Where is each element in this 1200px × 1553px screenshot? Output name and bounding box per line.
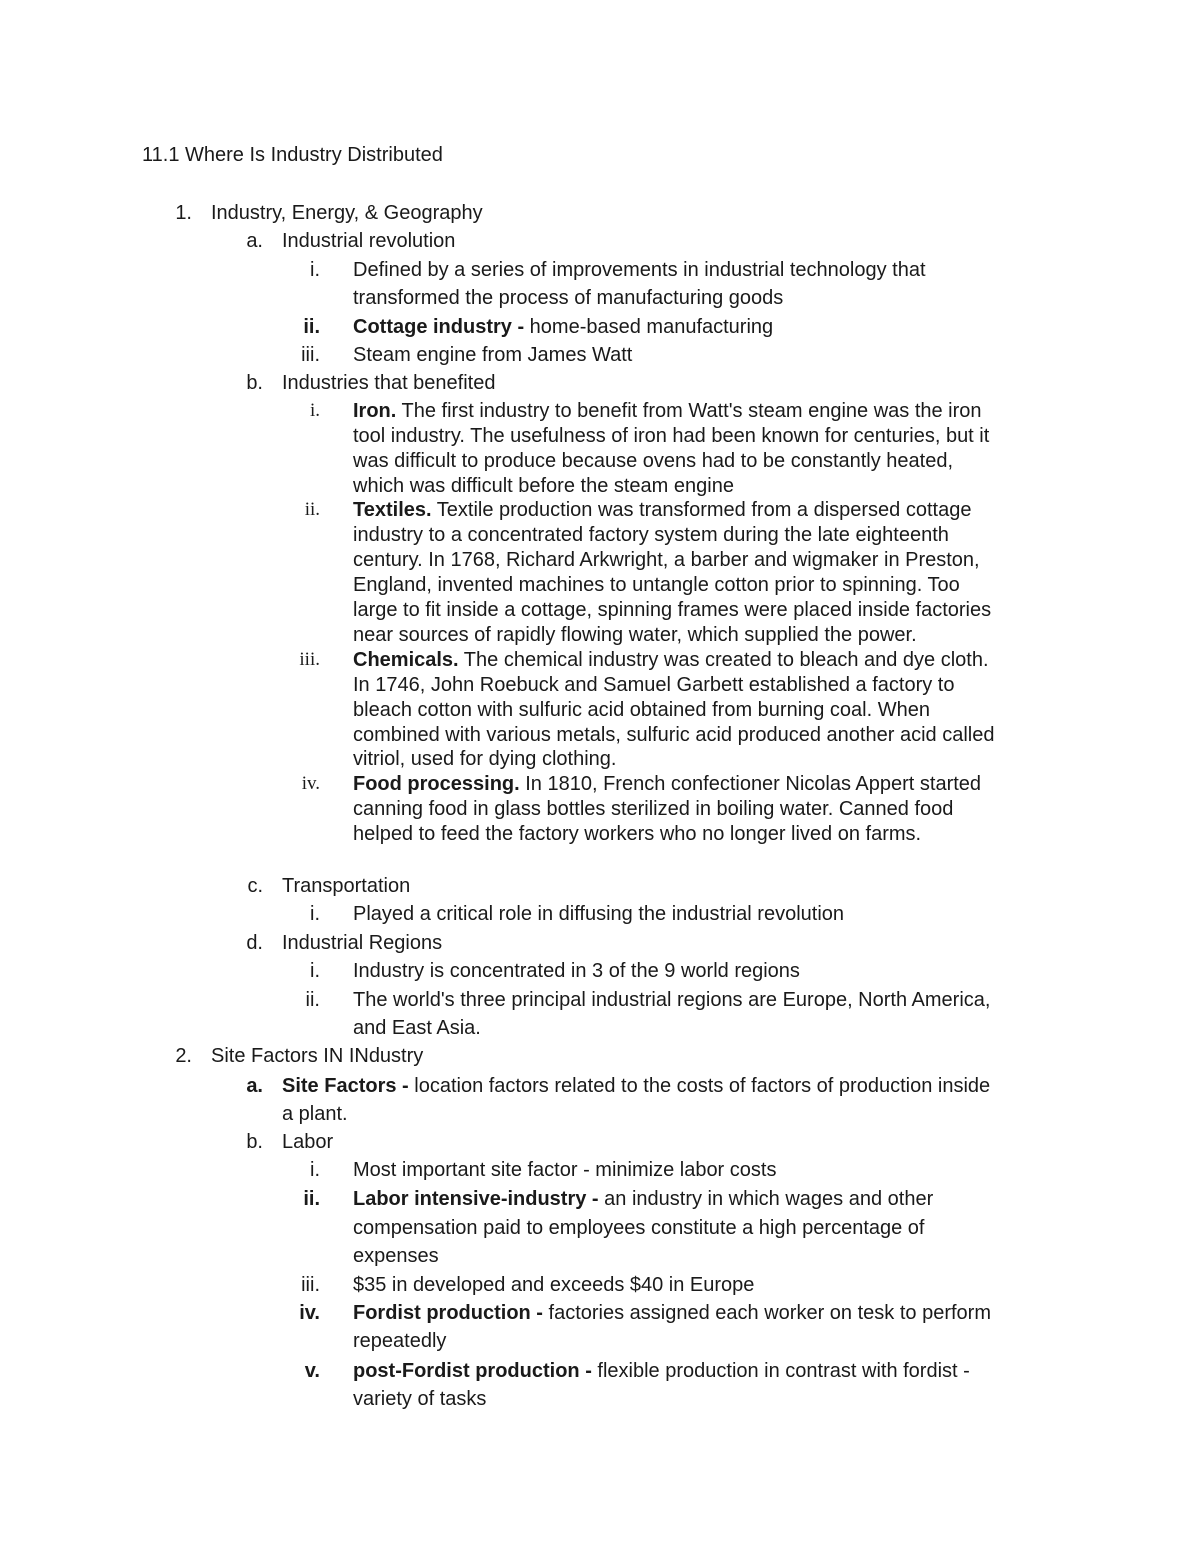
- item-1c-label: Transportation: [282, 875, 411, 897]
- definition-line: repeatedly: [353, 1330, 447, 1352]
- item-2a-line: [282, 1073, 990, 1099]
- subitem-1a-ii-marker: ii.: [303, 316, 320, 338]
- paragraph-line: vitriol, used for dying clothing.: [353, 748, 617, 770]
- definition-text: home-based manufacturing: [524, 316, 774, 338]
- subitem-1d-i-line: Industry is concentrated in 3 of the 9 world regions: [353, 960, 800, 982]
- subitem-1b-i-marker: i.: [309, 400, 320, 421]
- section-2-marker: 2.: [175, 1045, 192, 1067]
- item-1a-marker: a.: [246, 230, 263, 252]
- term-post-fordist-production: post-Fordist production -: [353, 1360, 592, 1382]
- subitem-2b-iv-marker: iv.: [299, 1302, 320, 1324]
- subitem-2b-ii-line: [353, 1186, 933, 1212]
- subitem-1b-iii-marker: iii.: [299, 649, 320, 670]
- term-fordist-production: Fordist production -: [353, 1302, 543, 1324]
- paragraph-text: The first industry to benefit from Watt's steam engine was the iron: [396, 400, 982, 422]
- subitem-2b-i-line: Most important site factor - minimize labor costs: [353, 1159, 777, 1181]
- definition-text: an industry in which wages and other: [598, 1188, 934, 1210]
- subitem-1b-iv-marker: iv.: [301, 773, 320, 794]
- paragraph-line: tool industry. The usefulness of iron had been known for centuries, but it: [353, 425, 990, 447]
- paragraph-line: near sources of rapidly flowing water, which supplied the power.: [353, 624, 917, 646]
- item-1c-marker: c.: [247, 875, 263, 897]
- item-1d-marker: d.: [246, 932, 263, 954]
- subitem-1b-ii-marker: ii.: [304, 499, 320, 520]
- item-2a-marker: a.: [246, 1075, 263, 1097]
- paragraph-line: bleach cotton with sulfuric acid obtained from burning coal. When: [353, 699, 930, 721]
- subitem-1d-ii-line: and East Asia.: [353, 1017, 481, 1039]
- section-2-heading: Site Factors IN INdustry: [211, 1045, 424, 1067]
- paragraph-line: large to fit inside a cottage, spinning frames were placed inside factories: [353, 599, 992, 621]
- subitem-1b-i-line: [353, 398, 982, 424]
- subitem-1a-i-marker: i.: [310, 259, 320, 281]
- paragraph-line: century. In 1768, Richard Arkwright, a barber and wigmaker in Preston,: [353, 549, 980, 571]
- paragraph-line: canning food in glass bottles sterilized in boiling water. Canned food: [353, 798, 954, 820]
- paragraph-line: England, invented machines to untangle cotton prior to spinning. Too: [353, 574, 960, 596]
- term-food-processing: Food processing.: [353, 773, 520, 795]
- subitem-2b-v-line: [353, 1358, 970, 1384]
- item-1b-marker: b.: [246, 372, 263, 394]
- document-title: 11.1 Where Is Industry Distributed: [142, 144, 443, 166]
- subitem-1b-iv-line: [353, 771, 981, 797]
- definition-text: flexible production in contrast with fordist -: [591, 1360, 970, 1382]
- subitem-2b-i-marker: i.: [310, 1159, 320, 1181]
- subitem-1a-iii-line: Steam engine from James Watt: [353, 344, 633, 366]
- paragraph-line: industry to a concentrated factory system during the late eighteenth: [353, 524, 949, 546]
- definition-text: location factors related to the costs of factors of production inside: [408, 1075, 991, 1097]
- subitem-1b-iii-line: [353, 647, 989, 673]
- item-1a-label: Industrial revolution: [282, 230, 456, 252]
- definition-line: compensation paid to employees constitute a high percentage of: [353, 1217, 925, 1239]
- subitem-2b-iii-line: $35 in developed and exceeds $40 in Europe: [353, 1274, 755, 1296]
- subitem-1b-ii-line: [353, 497, 971, 523]
- definition-text: factories assigned each worker on tesk to perform: [542, 1302, 991, 1324]
- paragraph-line: was difficult to produce because ovens had to be constantly heated,: [353, 450, 954, 472]
- term-cottage-industry: Cottage industry -: [353, 316, 525, 338]
- term-labor-intensive-industry: Labor intensive-industry -: [353, 1188, 599, 1210]
- paragraph-text: In 1810, French confectioner Nicolas Appert started: [519, 773, 982, 795]
- subitem-1a-i-line: transformed the process of manufacturing goods: [353, 287, 784, 309]
- paragraph-line: which was difficult before the steam engine: [353, 475, 734, 497]
- paragraph-line: helped to feed the factory workers who no longer lived on farms.: [353, 823, 922, 845]
- subitem-1a-i-line: Defined by a series of improvements in industrial technology that: [353, 259, 926, 281]
- section-1-marker: 1.: [175, 202, 192, 224]
- item-1b-label: Industries that benefited: [282, 372, 496, 394]
- paragraph-text: The chemical industry was created to bleach and dye cloth.: [458, 649, 989, 671]
- term-site-factors: Site Factors -: [282, 1075, 409, 1097]
- subitem-1c-i-marker: i.: [310, 903, 320, 925]
- subitem-2b-v-marker: v.: [304, 1360, 320, 1382]
- definition-line: a plant.: [282, 1103, 348, 1125]
- item-1d-label: Industrial Regions: [282, 932, 443, 954]
- definition-line: variety of tasks: [353, 1388, 487, 1410]
- definition-line: expenses: [353, 1245, 439, 1267]
- term-textiles: Textiles.: [353, 499, 432, 521]
- subitem-1d-ii-marker: ii.: [305, 989, 320, 1011]
- subitem-1a-iii-marker: iii.: [301, 344, 320, 366]
- item-2b-label: Labor: [282, 1131, 334, 1153]
- paragraph-line: In 1746, John Roebuck and Samuel Garbett established a factory to: [353, 674, 955, 696]
- item-2b-marker: b.: [246, 1131, 263, 1153]
- paragraph-text: Textile production was transformed from a dispersed cottage: [431, 499, 972, 521]
- subitem-1d-i-marker: i.: [310, 960, 320, 982]
- section-1-heading: Industry, Energy, & Geography: [211, 202, 483, 224]
- subitem-1d-ii-line: The world's three principal industrial regions are Europe, North America,: [353, 989, 991, 1011]
- subitem-2b-iii-marker: iii.: [301, 1274, 320, 1296]
- subitem-2b-iv-line: [353, 1300, 991, 1326]
- subitem-1a-ii-line: [353, 314, 773, 340]
- term-iron: Iron.: [353, 400, 397, 422]
- paragraph-line: combined with various metals, sulfuric acid produced another acid called: [353, 724, 995, 746]
- subitem-1c-i-line: Played a critical role in diffusing the industrial revolution: [353, 903, 845, 925]
- subitem-2b-ii-marker: ii.: [303, 1188, 320, 1210]
- term-chemicals: Chemicals.: [353, 649, 459, 671]
